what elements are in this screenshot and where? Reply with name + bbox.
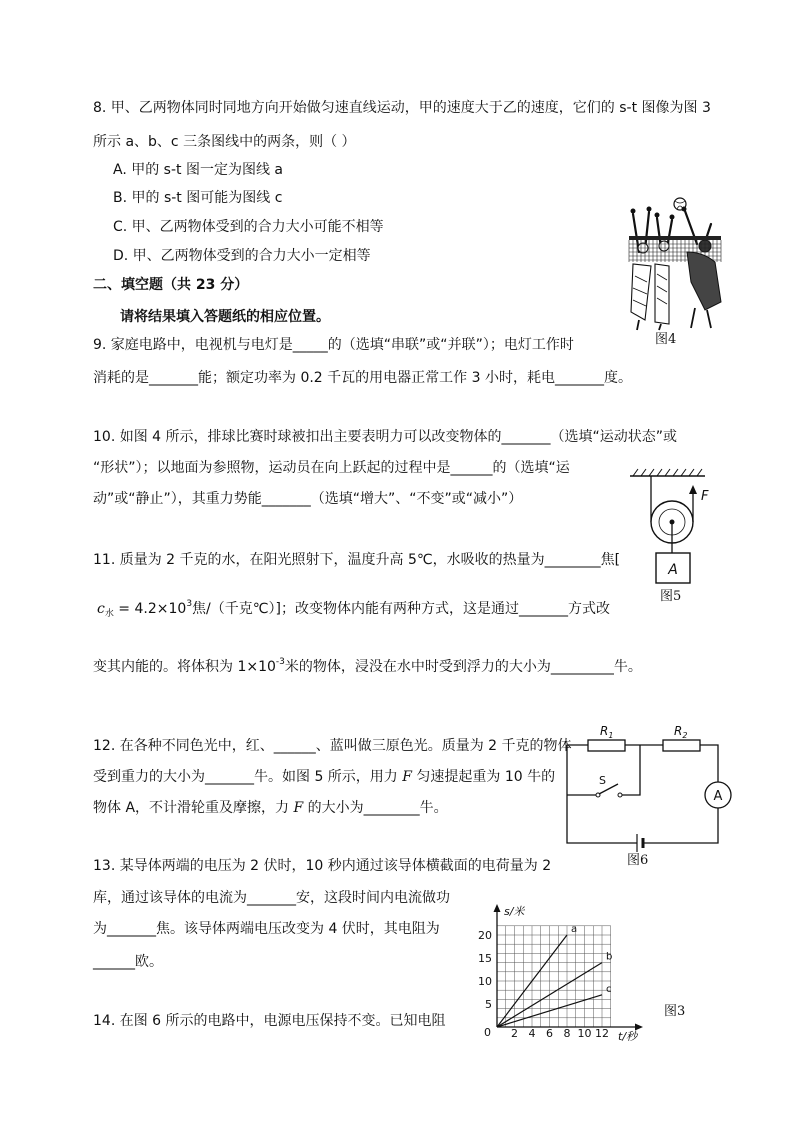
q12-line-2-start: 受到重力的大小为_______牛。如图 5 所示，用力	[93, 769, 403, 785]
q9-line-1: 9. 家庭电路中，电视机与电灯是_____的（选填“串联”或“并联”）；电灯工作时	[93, 337, 574, 353]
section-instruction: 请将结果填入答题纸的相应位置。	[120, 309, 330, 325]
x-axis-label: t/秒	[618, 1030, 638, 1043]
q12-line-3-start: 物体 A，不计滑轮重及摩擦，力	[93, 800, 294, 816]
force-arrow-head	[689, 485, 697, 494]
x-tick-label: 2	[511, 1027, 518, 1040]
figure-5-label: 图5	[660, 589, 682, 604]
switch-contact	[618, 793, 622, 797]
player-hand	[655, 213, 660, 218]
force-symbol: F	[402, 769, 412, 785]
section-heading: 二、填空题（共 23 分）	[93, 277, 249, 293]
player-body	[655, 264, 669, 324]
st-chart	[455, 895, 660, 1050]
series-label-a: a	[571, 924, 578, 935]
q12-line-3-end: 的大小为________牛。	[303, 800, 448, 816]
figure-4-label: 图4	[655, 332, 677, 347]
q13-line-3: 为_______焦。该导体两端电压改变为 4 伏时，其电阻为	[93, 921, 440, 937]
r2-subscript: 2	[682, 731, 688, 740]
q8-option-b: B. 甲的 s-t 图可能为图线 c	[113, 190, 283, 206]
pulley-diagram	[625, 465, 720, 590]
q8-option-d: D. 甲、乙两物体受到的合力大小一定相等	[113, 248, 371, 264]
volume-coefficient: 1	[237, 659, 247, 675]
resistor-r1-label	[600, 724, 613, 740]
figure-3-label: 图3	[664, 1004, 686, 1019]
x-tick-label: 6	[546, 1027, 553, 1040]
q12-line-2-end: 匀速提起重为 10 牛的	[411, 769, 556, 785]
x-tick-label: 12	[595, 1027, 609, 1040]
q9-line-2: 消耗的是_______能；额定功率为 0.2 千瓦的用电器正常工作 3 小时，耗电_______度。	[93, 370, 632, 386]
player-body	[631, 264, 651, 320]
series-label-c: c	[606, 983, 612, 995]
y-axis-arrow	[494, 904, 501, 912]
net-top-band	[629, 236, 721, 240]
y-tick-label: 15	[478, 952, 492, 965]
q11-line-3-start: 变其内能的。将体积为	[93, 659, 238, 675]
y-tick-label: 10	[478, 975, 492, 988]
ceiling-hatch	[633, 469, 702, 476]
q14-line-1: 14. 在图 6 所示的电路中，电源电压保持不变。已知电阻	[93, 1013, 446, 1029]
player-head	[659, 241, 669, 251]
r2-symbol: R	[674, 724, 683, 738]
q12-line-1: 12. 在各种不同色光中，红、______、蓝叫做三原色光。质量为 2 千克的物体	[93, 738, 572, 754]
q8-option-c: C. 甲、乙两物体受到的合力大小可能不相等	[113, 219, 384, 235]
switch-branch-wire	[567, 745, 640, 795]
y-axis-label: s/米	[504, 905, 525, 918]
q12-line-2	[93, 767, 555, 787]
q13-line-1: 13. 某导体两端的电压为 2 伏时，10 秒内通过该导体横截面的电荷量为 2	[93, 858, 552, 874]
x-tick-label: 10	[577, 1027, 592, 1040]
circuit-diagram	[560, 722, 740, 852]
resistor-r2	[663, 740, 700, 751]
q8-option-a: A. 甲的 s-t 图一定为图线 a	[113, 162, 283, 178]
volume-base: ×10	[246, 659, 276, 675]
r1-symbol: R	[600, 724, 609, 738]
q8-line-2: 所示 a、b、c 三条图线中的两条，则（ ）	[93, 134, 356, 150]
specific-heat-exponent: 3	[186, 599, 193, 609]
circuit-wire	[567, 745, 718, 843]
figure-6-label: 图6	[627, 853, 649, 868]
spiker-hand	[682, 207, 687, 212]
q10-line-3: 动”或“静止”），其重力势能_______（选填“增大”、“不变”或“减小”）	[93, 491, 523, 507]
q11-line-1: 11. 质量为 2 千克的水，在阳光照射下，温度升高 5℃，水吸收的热量为________焦[	[93, 552, 621, 568]
r1-subscript: 1	[608, 731, 614, 740]
q11-line-2-rest: 焦/（千克℃）]；改变物体内能有两种方式，这是通过_______方式改	[192, 601, 610, 617]
specific-heat-subscript: 水	[104, 609, 114, 619]
q11-line-3	[93, 652, 642, 677]
origin-label: 0	[484, 1026, 491, 1039]
y-tick-label: 5	[485, 998, 492, 1011]
q8-line-1: 8. 甲、乙两物体同时同地方向开始做匀速直线运动，甲的速度大于乙的速度，它们的 s-t 图像为图 3	[93, 100, 711, 116]
resistor-r2-label	[674, 724, 687, 740]
specific-heat-symbol: c	[97, 601, 105, 617]
q10-line-1: 10. 如图 4 所示，排球比赛时球被扣出主要表明力可以改变物体的_______（选填“运动状态”或	[93, 429, 678, 445]
resistor-r1	[588, 740, 625, 751]
x-tick-label: 8	[563, 1027, 571, 1040]
player-legs	[637, 308, 711, 330]
volume-exponent: -3	[275, 657, 285, 667]
spiker-body	[687, 252, 721, 310]
x-tick-label: 4	[528, 1027, 536, 1040]
volleyball-illustration	[625, 190, 725, 330]
force-symbol: F	[293, 800, 304, 816]
q13-line-2: 库，通过该导体的电流为_______安，这段时间内电流做功	[93, 890, 450, 906]
ammeter-label: A	[713, 789, 723, 804]
q11-line-2	[97, 594, 610, 624]
q10-line-2: “形状”）；以地面为参照物，运动员在向上跃起的过程中是______的（选填“运	[93, 460, 570, 476]
specific-heat-value: = 4.2×10	[113, 601, 187, 617]
switch-label: S	[599, 774, 606, 787]
series-label-b: b	[606, 951, 613, 963]
player-hand	[631, 209, 636, 214]
q12-line-3	[93, 798, 448, 818]
block-label: A	[668, 562, 678, 578]
player-hand	[647, 207, 652, 212]
q13-line-4: ______欧。	[93, 954, 163, 970]
player-hand	[670, 215, 675, 220]
force-label: F	[701, 489, 709, 504]
y-tick-label: 20	[478, 929, 492, 942]
chart-grid	[497, 926, 611, 1027]
q11-line-3-rest: 米的物体，浸没在水中时受到浮力的大小为_________牛。	[284, 659, 642, 675]
